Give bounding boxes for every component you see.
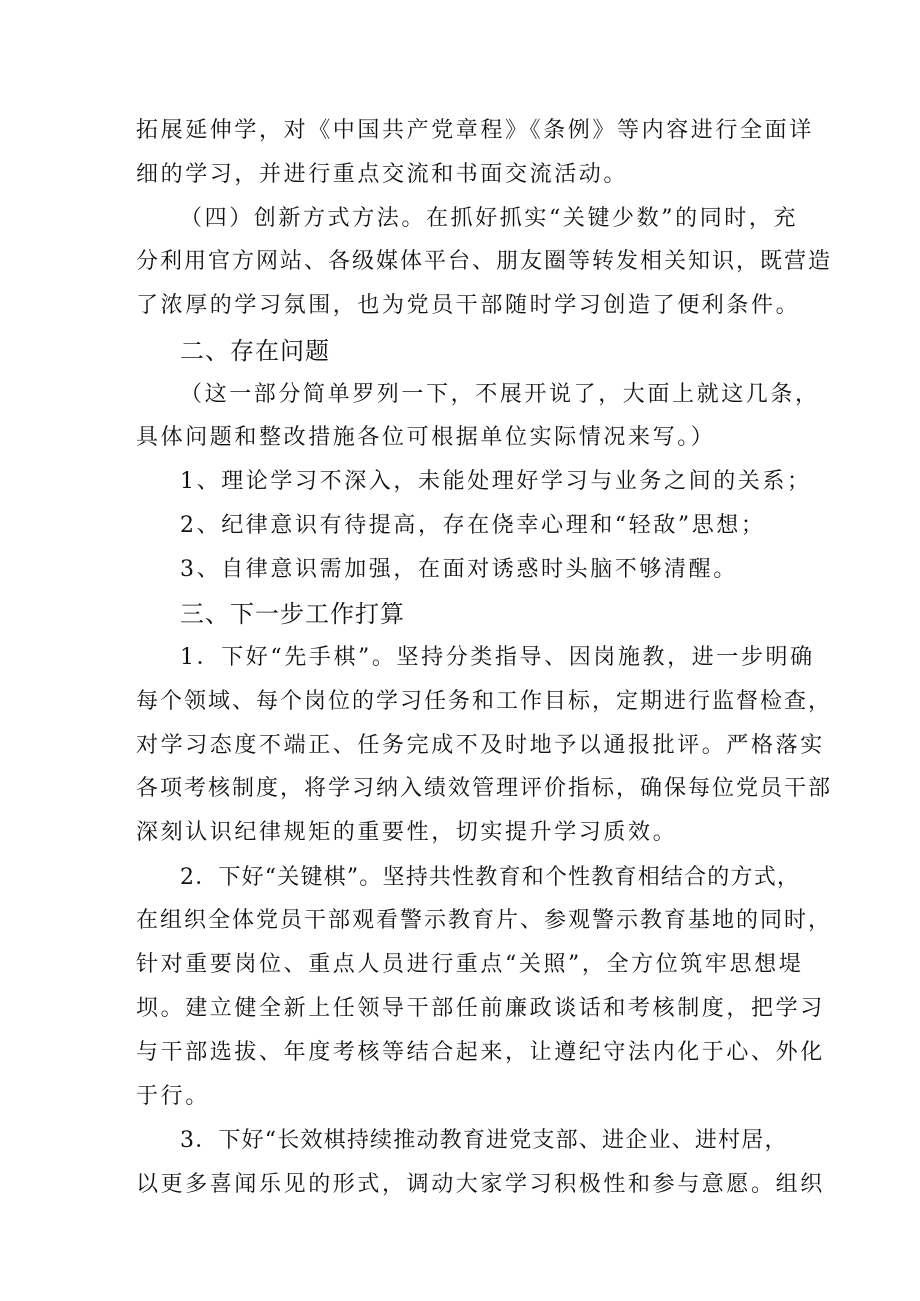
paragraph-line: 与干部选拔、年度考核等结合起来，让遵纪守法内化于心、外化 bbox=[136, 1040, 825, 1065]
list-item: 2、纪律意识有待提高，存在侥幸心理和“轻敌”思想； bbox=[180, 513, 766, 538]
paragraph-line: 3．下好“长效棋持续推动教育进党支部、进企业、进村居， bbox=[180, 1128, 788, 1153]
paragraph-line: 了浓厚的学习氛围，也为党员干部随时学习创造了便利条件。 bbox=[136, 293, 801, 318]
paragraph-line: 各项考核制度，将学习纳入绩效管理评价指标，确保每位党员干部 bbox=[136, 776, 833, 801]
paragraph-line: 2．下好“关键棋”。坚持共性教育和个性教育相结合的方式， bbox=[180, 865, 801, 890]
paragraph-line: 针对重要岗位、重点人员进行重点“关照”，全方位筑牢思想堤 bbox=[136, 952, 804, 977]
paragraph-line: 1．下好“先手棋”。坚持分类指导、因岗施教，进一步明确 bbox=[180, 645, 815, 670]
paragraph-line: 每个领域、每个岗位的学习任务和工作目标，定期进行监督检查， bbox=[136, 689, 833, 714]
section-heading: 三、下一步工作打算 bbox=[180, 600, 405, 628]
paragraph-line: 细的学习，并进行重点交流和书面交流活动。 bbox=[136, 162, 629, 187]
section-heading: 二、存在问题 bbox=[180, 337, 330, 365]
list-item: 1、理论学习不深入，未能处理好学习与业务之间的关系； bbox=[180, 469, 812, 494]
paragraph-line: （四）创新方式方法。在抓好抓实“关键少数”的同时，充 bbox=[180, 206, 799, 231]
paragraph-line: 于行。 bbox=[136, 1084, 210, 1109]
paragraph-line: 深刻认识纪律规矩的重要性，切实提升学习质效。 bbox=[136, 820, 678, 845]
paragraph-line: 分利用官方网站、各级媒体平台、朋友圈等转发相关知识，既营造 bbox=[136, 249, 833, 274]
paragraph-line: 在组织全体党员干部观看警示教育片、参观警示教育基地的同时， bbox=[136, 908, 833, 933]
paragraph-line: （这一部分简单罗列一下，不展开说了，大面上就这几条， bbox=[180, 382, 820, 407]
paragraph-line: 拓展延伸学，对《中国共产党章程》《条例》等内容进行全面详 bbox=[136, 118, 814, 143]
paragraph-line: 具体问题和整改措施各位可根据单位实际情况来写。） bbox=[136, 425, 716, 450]
paragraph-line: 坝。建立健全新上任领导干部任前廉政谈话和考核制度，把学习 bbox=[136, 996, 825, 1021]
paragraph-line: 对学习态度不端正、任务完成不及时地予以通报批评。严格落实 bbox=[136, 733, 825, 758]
paragraph-line: 以更多喜闻乐见的形式，调动大家学习积极性和参与意愿。组织 bbox=[136, 1172, 825, 1197]
list-item: 3、自律意识需加强，在面对诱惑时头脑不够清醒。 bbox=[180, 557, 738, 582]
